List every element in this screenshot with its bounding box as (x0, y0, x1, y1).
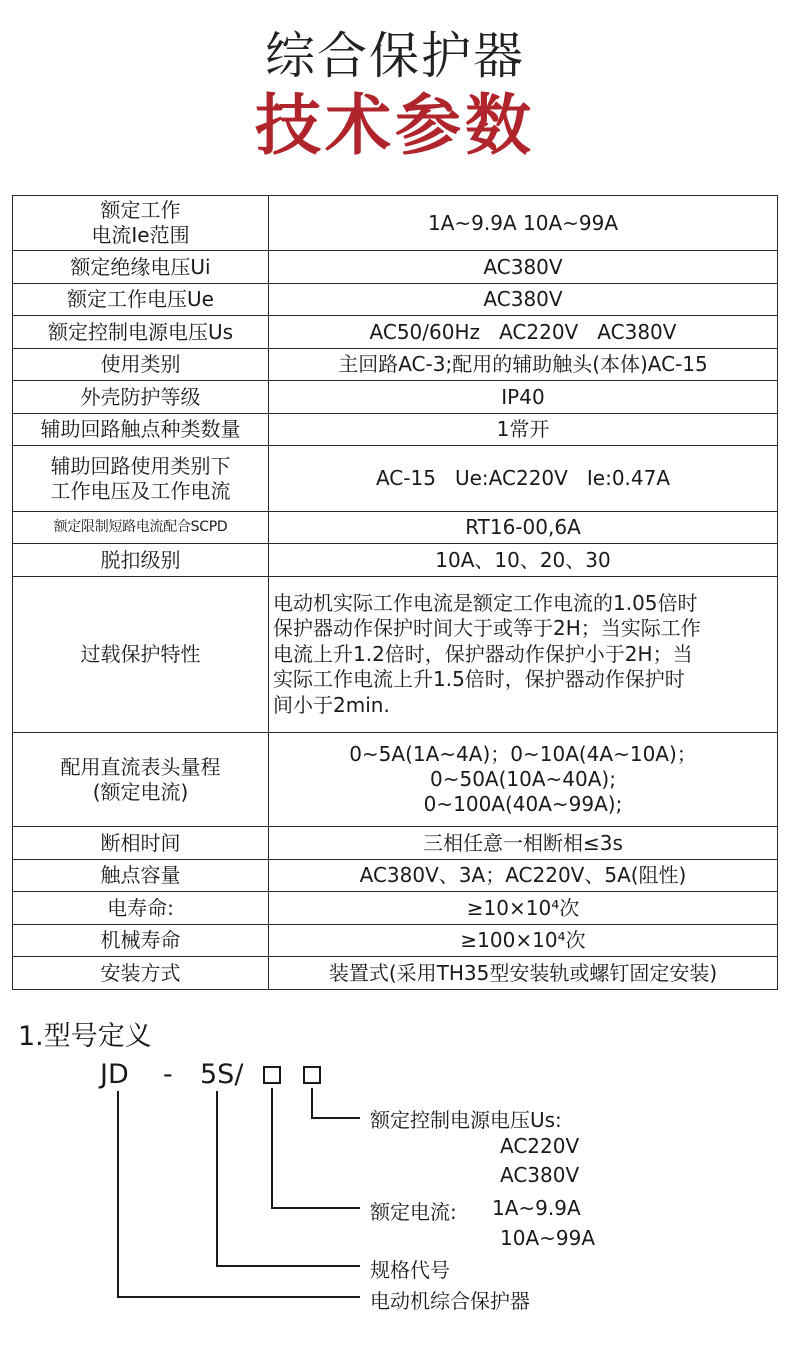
param-label: 使用类别 (13, 349, 269, 381)
param-value: ≥100×10⁴次 (269, 925, 778, 957)
param-label: 配用直流表头量程 (额定电流) (13, 733, 269, 827)
param-value: 1A~9.9A 10A~99A (269, 196, 778, 251)
param-label: 过载保护特性 (13, 577, 269, 733)
param-value: AC380V (269, 251, 778, 284)
param-value: 电动机实际工作电流是额定工作电流的1.05倍时 保护器动作保护时间大于或等于2H；当实际工作 电流上升1.2倍时，保护器动作保护小于2H；当 实际工作电流上升1.5倍时，保护器动作保护时 间小于2min. (269, 577, 778, 733)
param-label: 辅助回路使用类别下 工作电压及工作电流 (13, 446, 269, 512)
voltage-option: AC220V (500, 1134, 580, 1158)
product-label: 电动机综合保护器 (370, 1289, 530, 1313)
param-value: AC380V (269, 284, 778, 316)
current-label: 额定电流: (370, 1200, 457, 1224)
model-dash: - (163, 1059, 173, 1090)
param-value: 主回路AC-3;配用的辅助触头(本体)AC-15 (269, 349, 778, 381)
param-label: 断相时间 (13, 827, 269, 860)
param-label: 额定控制电源电压Us (13, 316, 269, 349)
header-title: 综合保护器 (265, 27, 525, 85)
param-label: 外壳防护等级 (13, 381, 269, 414)
param-value: ≥10×10⁴次 (269, 892, 778, 925)
param-label: 额定限制短路电流配合SCPD (13, 512, 269, 544)
param-value: IP40 (269, 381, 778, 414)
section-title-model: 1.型号定义 (18, 1021, 152, 1052)
param-label: 电寿命: (13, 892, 269, 925)
voltage-leader-line (312, 1088, 360, 1118)
param-label: 脱扣级别 (13, 544, 269, 577)
current-option: 10A~99A (500, 1226, 596, 1250)
param-value: AC-15 Ue:AC220V Ie:0.47A (269, 446, 778, 512)
param-label: 机械寿命 (13, 925, 269, 957)
voltage-label: 额定控制电源电压Us: (370, 1108, 562, 1132)
param-label: 触点容量 (13, 860, 269, 892)
param-value: 装置式(采用TH35型安装轨或螺钉固定安装) (269, 957, 778, 990)
param-label: 安装方式 (13, 957, 269, 990)
param-value: 0~5A(1A~4A)；0~10A(4A~10A)； 0~50A(10A~40A); 0~100A(40A~99A); (269, 733, 778, 827)
param-label: 辅助回路触点种类数量 (13, 414, 269, 446)
model-prefix: JD (100, 1059, 129, 1090)
spec-code-label: 规格代号 (370, 1258, 450, 1282)
param-label: 额定绝缘电压Ui (13, 251, 269, 284)
param-value: AC50/60Hz AC220V AC380V (269, 316, 778, 349)
current-leader-line (272, 1088, 360, 1208)
voltage-option: AC380V (500, 1163, 580, 1187)
header-subtitle: 技术参数 (255, 87, 535, 164)
model-spec: 5S/ (200, 1059, 244, 1090)
param-value: RT16-00,6A (269, 512, 778, 544)
param-value: AC380V、3A；AC220V、5A(阻性) (269, 860, 778, 892)
current-option: 1A~9.9A (492, 1196, 581, 1220)
param-value: 10A、10、20、30 (269, 544, 778, 577)
param-label: 额定工作电压Ue (13, 284, 269, 316)
param-label: 额定工作 电流Ie范围 (13, 196, 269, 251)
param-value: 1常开 (269, 414, 778, 446)
param-value: 三相任意一相断相≤3s (269, 827, 778, 860)
